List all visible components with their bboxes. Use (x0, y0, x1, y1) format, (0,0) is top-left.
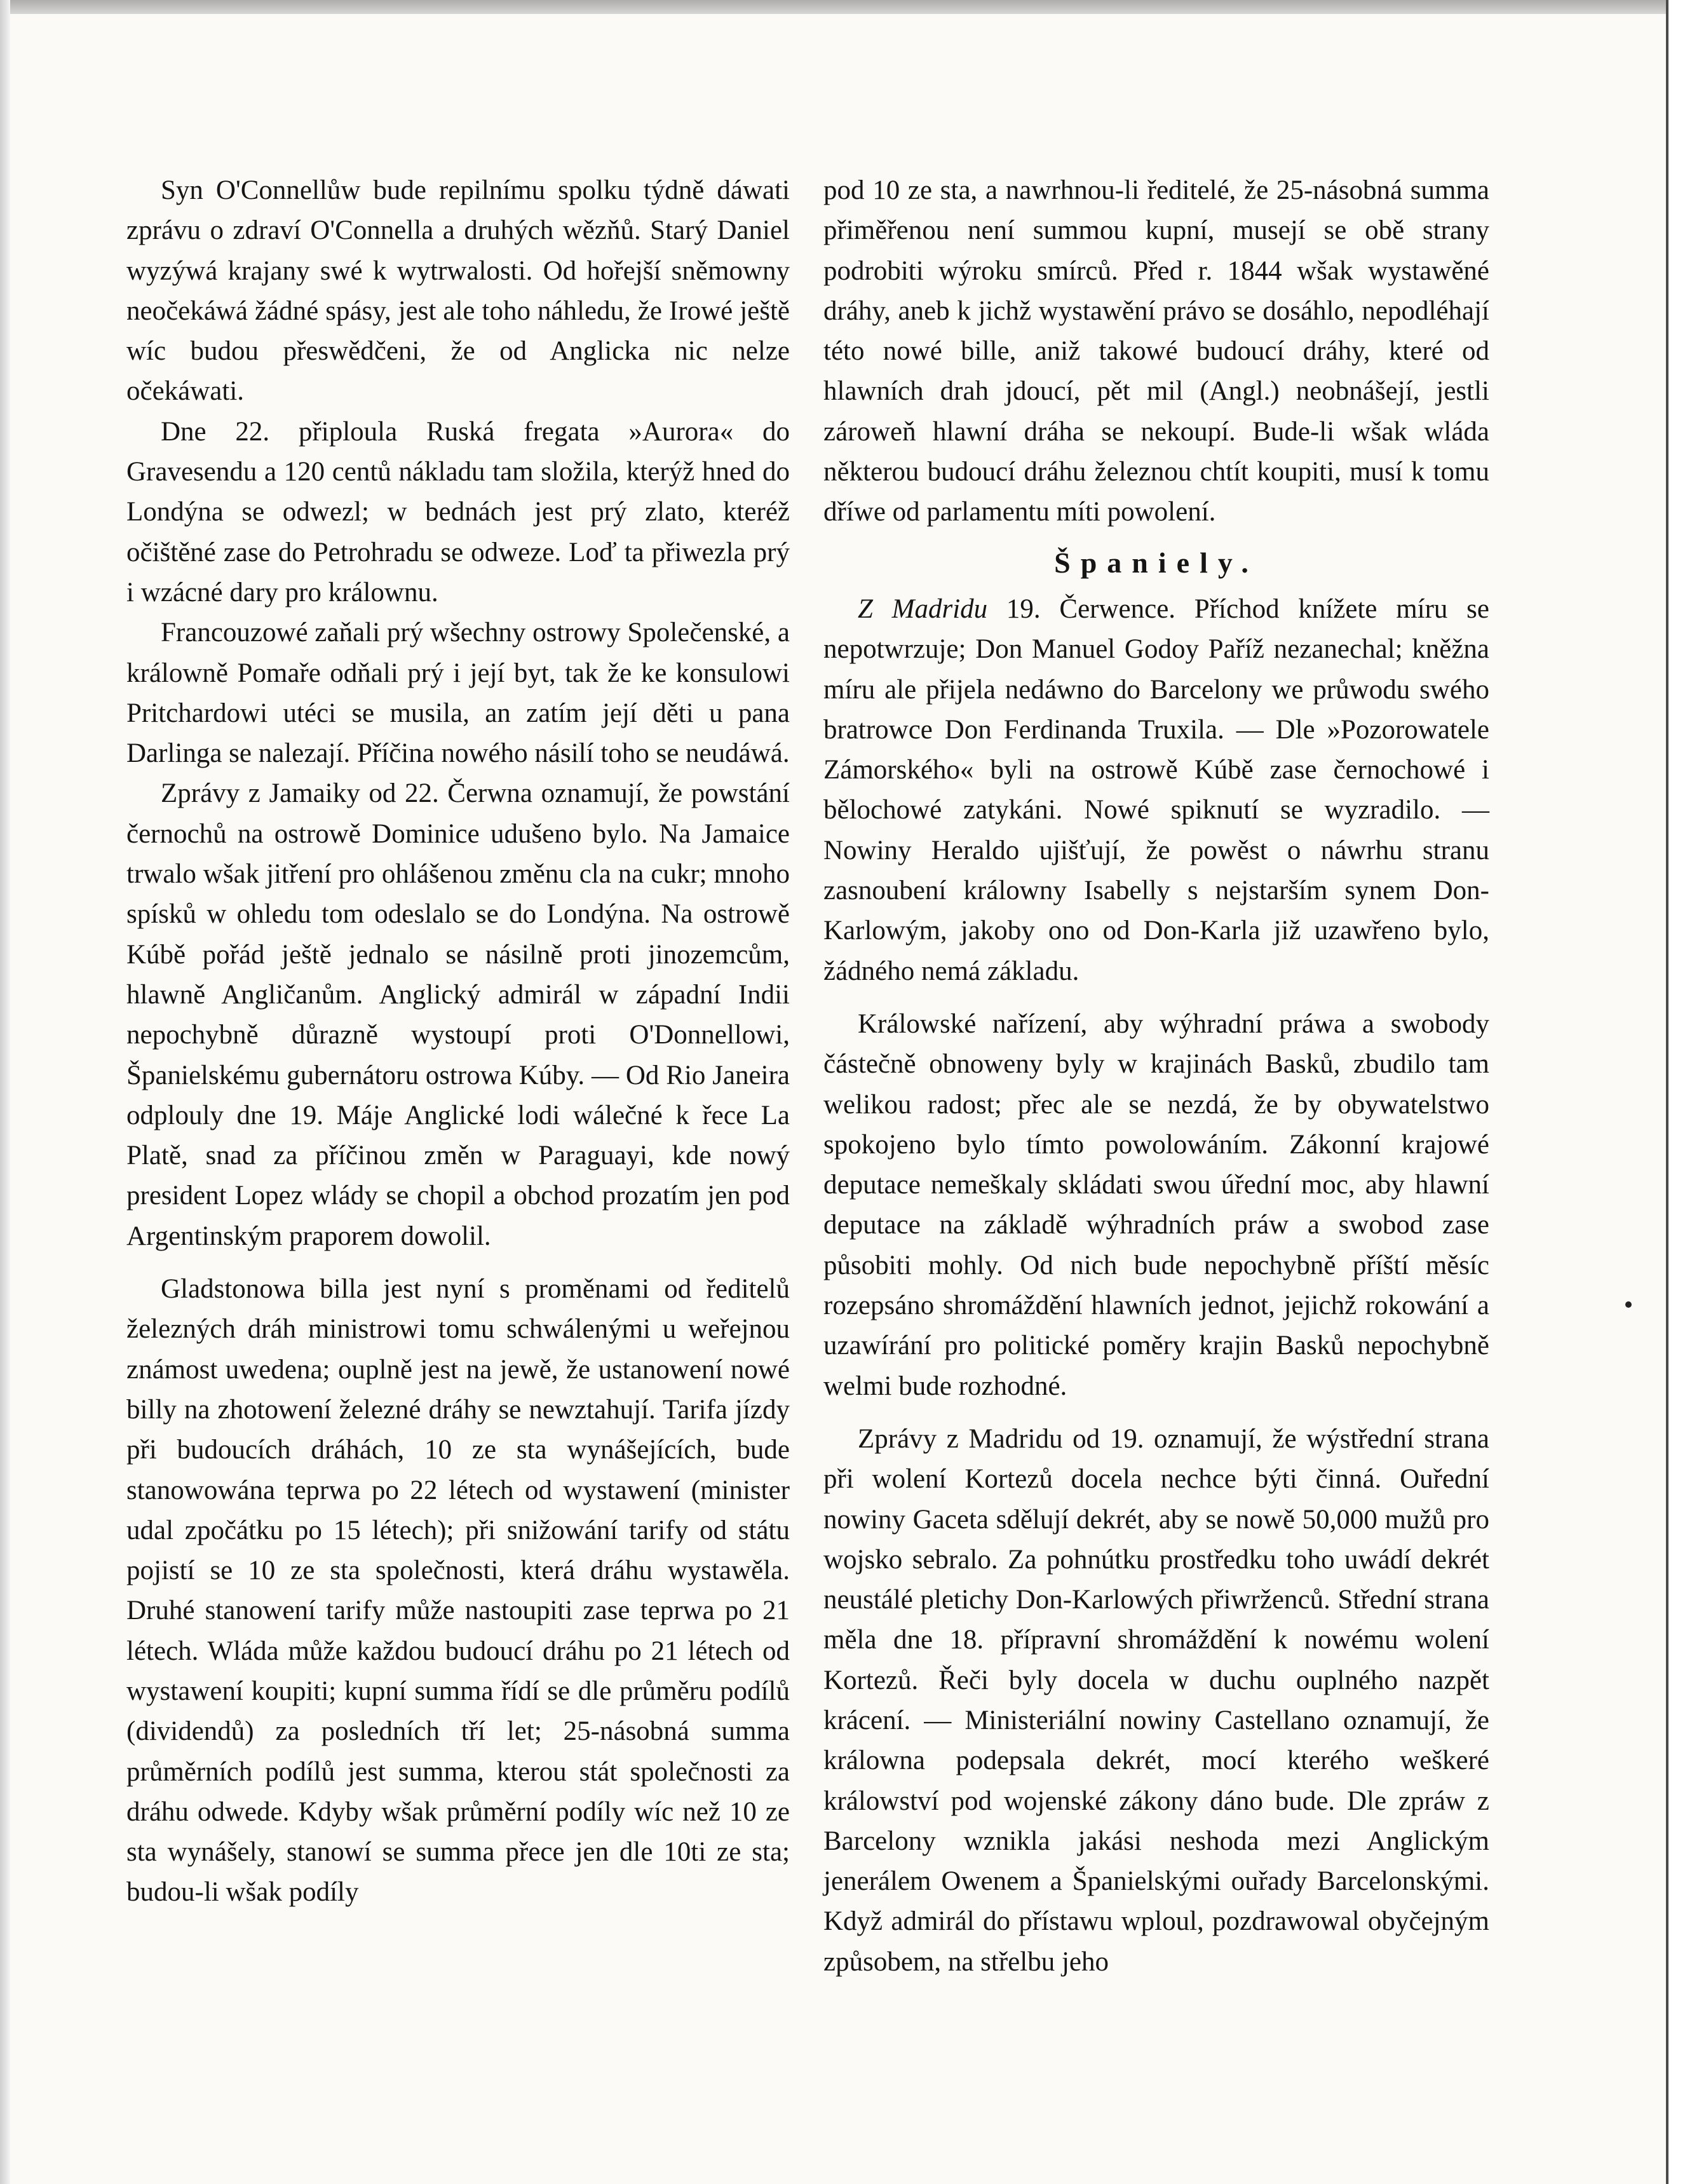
paragraph-basque-decree: Králowské nařízení, aby wýhradní práwa a swobody částečně obnoweny byly w krajinách Basků, zbudilo tam welikou radost; přec ale se nezdá, že by obywatelstwo spokojeno bylo tímto powolowáním. Zákonní krajowé deputace nemeškaly skládati swou úřední moc, aby hlawní deputace na základě wýhradních práw a swobod zase působiti mohly. Od nich bude nepochybně příští měsíc rozepsáno shromáždění hlawních jednot, jejichž rokowání a uzawírání pro politické poměry krajin Basků nepochybně welmi bude rozhodné. (823, 1008, 1489, 1401)
right-column (823, 170, 1489, 1982)
paragraph-society-islands: Francouzowé zaňali prý wšechny ostrowy Společenské, a králowně Pomaře odňali prý i její byt, tak že ke konsulowi Pritchardowi utéci se musila, an zatím její děti u pana Darlinga se nalezají. Příčina nowého násilí toho se neudáwá. (126, 618, 790, 769)
paragraph-gladstone-bill: Gladstonowa billa jest nyní s proměnami od ředitelů železných dráh ministrowi tomu schwálenými u weřejnou známost uwedena; ouplně jest na jewě, že ustanowení nowé billy na zhotowení železné dráhy se newztahují. Tarifa jízdy při budoucích dráhách, 10 ze sta wynášejících, bude stanowowána teprwa po 22 létech od wystawení (minister udal zpočátku po 15 létech); při snižowání tarify od státu pojistí se 10 ze sta společnosti, která dráhu wystawěla. Druhé stanowení tarify může nastoupiti zase teprwa po 21 létech. Wláda může každou budoucí dráhu po 21 létech od wystawení koupiti; kupní summa řídí se dle průměru podílů (dividendů) za posledních tří let; 25-násobná summa průměrních podílů jest summa, kterou stát společnosti za dráhu odwede. Kdyby wšak průměrní podíly wíc než 10 ze sta wynášely, stanowí se summa přece jen dle 10ti ze sta; budou-li wšak podíly (126, 1274, 790, 1908)
paragraph-aurora-frigate: Dne 22. připloula Ruská fregata »Aurora« do Gravesendu a 120 centů nákladu tam složila, kterýž hned do Londýna se odwezl; w bednách jest prý zlato, kteréž očištěné zase do Petrohradu se odweze. Loď ta přiwezla prý i wzácné dary pro králownu. (126, 416, 790, 607)
section-heading-spain: Španiely. (1054, 546, 1259, 579)
paragraph-madrid-report (823, 589, 1489, 991)
paragraph-bill-continuation: pod 10 ze sta, a nawrhnou-li ředitelé, že 25-násobná summa přiměřenou není summou kupní, musejí se obě strany podrobiti wýroku smírců. Před r. 1844 wšak wystawěné dráhy, aneb k jichž wystawění právo se dosáhlo, nepodléhají této nowé bille, aniž takowé budoucí dráhy, které od hlawních drah jdoucí, pět mil (Angl.) neobnášejí, jestli zároweň hlawní dráha se nekoupí. Bude-li wšak wláda některou budoucí dráhu železnou chtít koupiti, musí k tomu dříwe od parlamentu míti powolení. (823, 175, 1489, 527)
top-scan-border (0, 0, 1685, 14)
paragraph-jamaica-news: Zprávy z Jamaiky od 22. Čerwna oznamují, že powstání černochů na ostrowě Dominice udušeno bylo. Na Jamaice trwalo wšak jitření pro ohlášenou změnu cla na cukr; mnoho spísků w ohledu tom odeslalo se do Londýna. Na ostrowě Kúbě pořád ještě jednalo se násilně proti jinozemcům, hlawně Angličanům. Anglický admirál w západní Indii nepochybně důrazně wystoupí proti O'Donnellowi, Španielskému gubernátoru ostrowa Kúby. — Od Rio Janeira odplouly dne 19. Máje Anglické lodi wálečné k řece La Platě, snad za příčinou změn w Paraguayi, kde nowý president Lopez wlády se chopil a obchod prozatím jen pod Argentinským praporem dowolil. (126, 778, 790, 1251)
paragraph-oconnell: Syn O'Connellůw bude repilnímu spolku týdně dáwati zprávu o zdraví O'Connella a druhých wězňů. Starý Daniel wyzýwá krajany swé k wytrwalosti. Od hořejší sněmowny neočekáwá žádné spásy, jest ale toho náhledu, že Irowé ještě wíc budou přeswědčeni, že od Anglicka nic nelze očekáwati. (126, 175, 790, 407)
right-page-margin (1667, 0, 1685, 2184)
left-page-edge (0, 0, 10, 2184)
right-page-edge (1666, 0, 1668, 2184)
margin-ink-dot (1625, 1301, 1632, 1308)
madrid-report-text: 19. Čerwence. Příchod knížete míru se nepotwrzuje; Don Manuel Godoy Paříž nezanechal; kněžna míru ale přijela nedáwno do Barcelony we průwodu swého bratrowce Don Ferdinanda Truxila. — Dle »Pozorowatele Zámorského« byli na ostrowě Kúbě zase černochowé i bělochowé zatykáni. Nowé spiknutí se wyzradilo. — Nowiny Heraldo ujišťují, že powěst o náwrhu stranu zasnoubení králowny Isabelly s nejstarším synem Don-Karlowým, jakoby ono od Don-Karla již uzawřeno bylo, žádného nemá základu. (823, 593, 1490, 986)
dateline-madrid: Z Madridu (858, 593, 988, 624)
paragraph-madrid-cortes: Zprávy z Madridu od 19. oznamují, že wýstřední strana při wolení Kortezů docela nechce býti činná. Ouřední nowiny Gaceta sdělují dekrét, aby se nowě 50,000 mužů pro wojsko sebralo. Za pohnútku prostředku toho uwádí dekrét neustálé pletichy Don-Karlowých přiwrženců. Střední strana měla dne 18. přípravní shromáždění k nowému wolení Kortezů. Řeči byly docela w duchu ouplného nazpět krácení. — Ministeriální nowiny Castellano oznamují, že králowna podepsala dekrét, mocí kterého weškeré králowství pod wojenské zákony dáno bude. Dle zpráw z Barcelony wznikla jakási neshoda mezi Anglickým jenerálem Owenem a Španielskými ouřady Barcelonskými. Když admirál do přístawu wploul, pozdrawowal obyčejným způsobem, na střelbu jeho (823, 1423, 1489, 1977)
left-column (126, 170, 790, 1913)
